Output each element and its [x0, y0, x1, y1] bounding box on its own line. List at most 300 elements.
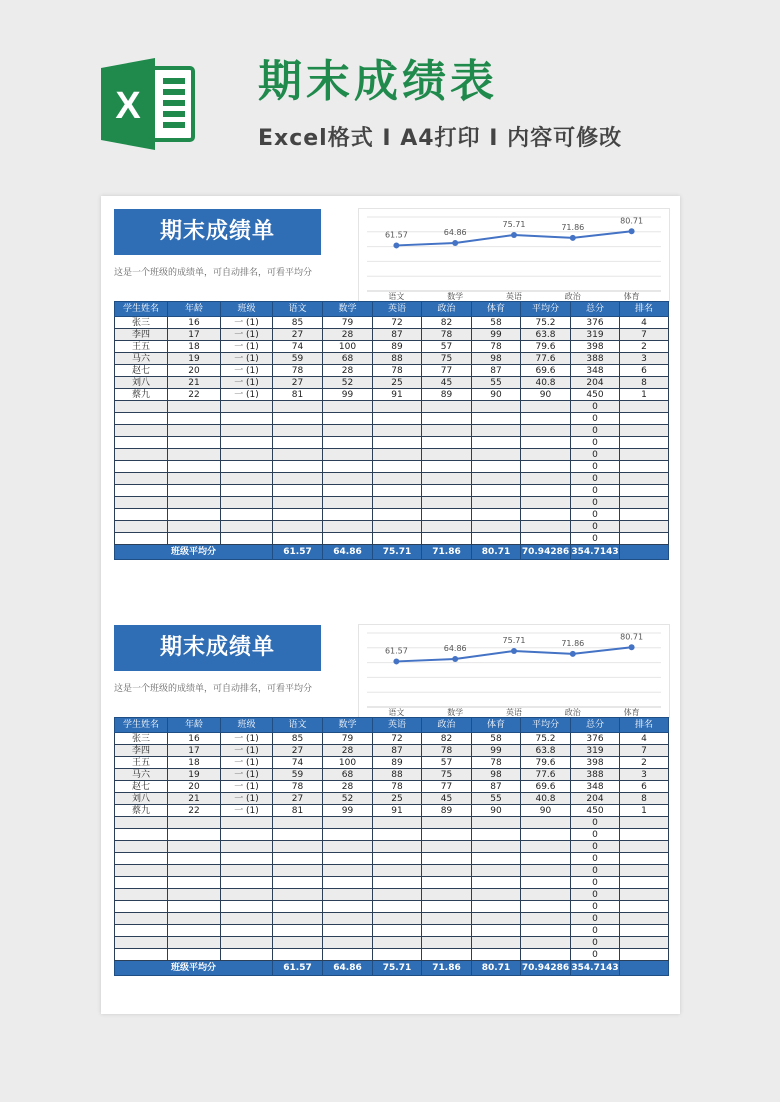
average-line-chart [358, 208, 670, 302]
table-cell [323, 937, 373, 949]
table-cell: 王五 [115, 757, 168, 769]
table-cell: 28 [323, 781, 373, 793]
table-cell [521, 853, 571, 865]
table-cell: 68 [323, 769, 373, 781]
table-cell [273, 877, 323, 889]
table-cell: 0 [571, 425, 620, 437]
table-cell [373, 817, 422, 829]
table-cell: 一 (1) [221, 365, 273, 377]
table-cell [115, 449, 168, 461]
table-cell: 一 (1) [221, 353, 273, 365]
column-header: 数学 [323, 302, 373, 317]
table-cell [521, 889, 571, 901]
table-cell: 1 [620, 389, 669, 401]
table-cell [273, 413, 323, 425]
table-cell: 90 [521, 805, 571, 817]
table-cell [273, 913, 323, 925]
table-cell [168, 841, 221, 853]
table-cell [273, 425, 323, 437]
table-cell: 77.6 [521, 353, 571, 365]
table-cell: 78 [472, 757, 521, 769]
table-cell: 张三 [115, 733, 168, 745]
table-cell [221, 533, 273, 545]
table-cell [115, 437, 168, 449]
table-row [115, 745, 669, 757]
column-header: 排名 [620, 718, 669, 733]
table-cell [620, 533, 669, 545]
table-cell [273, 485, 323, 497]
table-row [115, 389, 669, 401]
table-cell [472, 425, 521, 437]
empty-table-row [115, 877, 669, 889]
table-cell: 388 [571, 353, 620, 365]
table-cell: 87 [373, 329, 422, 341]
empty-table-row [115, 937, 669, 949]
table-cell [422, 485, 472, 497]
table-cell [115, 913, 168, 925]
table-cell: 77 [422, 365, 472, 377]
table-cell: 72 [373, 317, 422, 329]
sheet-title: 期末成绩单 [114, 625, 321, 671]
excel-logo-icon [101, 58, 197, 150]
table-cell [472, 497, 521, 509]
table-cell [273, 521, 323, 533]
table-cell: 85 [273, 733, 323, 745]
table-cell [323, 401, 373, 413]
table-cell [115, 413, 168, 425]
table-cell: 22 [168, 389, 221, 401]
table-cell [273, 509, 323, 521]
table-row [115, 733, 669, 745]
table-cell [221, 877, 273, 889]
table-cell [273, 889, 323, 901]
table-cell [422, 925, 472, 937]
table-cell [273, 841, 323, 853]
table-cell: 78 [422, 745, 472, 757]
table-cell: 45 [422, 793, 472, 805]
x-tick-label: 数学 [447, 292, 464, 301]
table-cell: 78 [273, 365, 323, 377]
table-cell [221, 521, 273, 533]
table-row [115, 341, 669, 353]
table-cell: 马六 [115, 769, 168, 781]
table-cell: 99 [323, 389, 373, 401]
column-header: 英语 [373, 302, 422, 317]
table-cell: 100 [323, 757, 373, 769]
table-cell [521, 473, 571, 485]
table-cell: 21 [168, 377, 221, 389]
table-cell [620, 413, 669, 425]
table-cell [373, 829, 422, 841]
table-cell: 59 [273, 353, 323, 365]
table-cell: 81 [273, 389, 323, 401]
table-cell: 0 [571, 473, 620, 485]
table-cell [472, 841, 521, 853]
sheet-title: 期末成绩单 [114, 209, 321, 255]
table-cell: 赵七 [115, 781, 168, 793]
table-cell [620, 877, 669, 889]
table-cell [422, 509, 472, 521]
footer-average: 61.57 [273, 545, 323, 560]
table-cell [620, 509, 669, 521]
table-cell [168, 485, 221, 497]
table-cell: 91 [373, 389, 422, 401]
table-cell [373, 925, 422, 937]
table-cell: 77.6 [521, 769, 571, 781]
table-cell: 450 [571, 805, 620, 817]
table-cell [373, 865, 422, 877]
table-cell: 0 [571, 533, 620, 545]
table-cell [323, 449, 373, 461]
table-cell: 98 [472, 769, 521, 781]
table-cell: 28 [323, 745, 373, 757]
sheet-description: 这是一个班级的成绩单，可自动排名，可看平均分 [114, 684, 313, 694]
table-cell [422, 461, 472, 473]
table-cell [323, 901, 373, 913]
table-cell [472, 889, 521, 901]
table-cell [373, 401, 422, 413]
table-cell [221, 853, 273, 865]
table-cell: 88 [373, 353, 422, 365]
table-cell: 一 (1) [221, 377, 273, 389]
data-label: 61.57 [384, 230, 408, 240]
table-row [115, 317, 669, 329]
table-cell [115, 497, 168, 509]
table-cell [221, 901, 273, 913]
table-cell [323, 413, 373, 425]
footer-average: 70.94286 [521, 545, 571, 560]
table-cell [168, 497, 221, 509]
table-cell [115, 817, 168, 829]
table-cell [273, 949, 323, 961]
table-cell: 一 (1) [221, 317, 273, 329]
x-tick-label: 政治 [564, 708, 581, 717]
table-cell [422, 449, 472, 461]
empty-table-row [115, 533, 669, 545]
table-cell: 8 [620, 377, 669, 389]
table-cell [323, 497, 373, 509]
table-cell [422, 889, 472, 901]
table-cell: 87 [472, 365, 521, 377]
table-cell [273, 817, 323, 829]
table-cell: 20 [168, 781, 221, 793]
table-cell [115, 889, 168, 901]
score-table [114, 717, 669, 976]
table-cell [472, 473, 521, 485]
table-cell: 81 [273, 805, 323, 817]
table-cell: 52 [323, 377, 373, 389]
data-label: 75.71 [502, 219, 526, 229]
footer-average: 80.71 [472, 961, 521, 976]
table-cell [115, 473, 168, 485]
table-cell [221, 413, 273, 425]
table-cell: 55 [472, 793, 521, 805]
table-cell [373, 425, 422, 437]
table-cell: 319 [571, 329, 620, 341]
data-point [393, 242, 399, 248]
table-cell: 0 [571, 865, 620, 877]
table-cell: 2 [620, 341, 669, 353]
empty-table-row [115, 449, 669, 461]
table-cell: 6 [620, 781, 669, 793]
table-row [115, 329, 669, 341]
table-cell: 69.6 [521, 365, 571, 377]
table-cell: 20 [168, 365, 221, 377]
table-cell: 450 [571, 389, 620, 401]
table-cell: 78 [373, 365, 422, 377]
table-cell: 388 [571, 769, 620, 781]
table-cell [472, 509, 521, 521]
table-cell [472, 485, 521, 497]
table-cell [323, 817, 373, 829]
table-cell: 25 [373, 377, 422, 389]
table-cell [168, 413, 221, 425]
table-cell [422, 853, 472, 865]
table-cell [422, 533, 472, 545]
table-cell: 79 [323, 733, 373, 745]
table-cell: 59 [273, 769, 323, 781]
table-cell: 一 (1) [221, 341, 273, 353]
table-cell [620, 889, 669, 901]
table-cell: 57 [422, 757, 472, 769]
column-header: 排名 [620, 302, 669, 317]
table-cell: 0 [571, 497, 620, 509]
table-cell: 2 [620, 757, 669, 769]
table-cell: 398 [571, 757, 620, 769]
table-cell [521, 901, 571, 913]
table-cell: 89 [373, 341, 422, 353]
table-cell: 0 [571, 889, 620, 901]
table-cell: 17 [168, 745, 221, 757]
footer-average: 71.86 [422, 545, 472, 560]
banner-title: 期末成绩表 [258, 56, 498, 107]
table-cell [323, 509, 373, 521]
table-cell [422, 901, 472, 913]
table-cell [221, 925, 273, 937]
table-cell [323, 913, 373, 925]
footer-label: 班级平均分 [115, 961, 273, 976]
footer-average: 354.7143 [571, 961, 620, 976]
table-cell [422, 877, 472, 889]
table-cell [422, 949, 472, 961]
table-cell [521, 937, 571, 949]
empty-table-row [115, 913, 669, 925]
table-cell [323, 461, 373, 473]
document-page [101, 196, 680, 1014]
footer-average: 75.71 [373, 961, 422, 976]
table-cell: 69.6 [521, 781, 571, 793]
table-cell [115, 521, 168, 533]
footer-average: 64.86 [323, 545, 373, 560]
table-cell [273, 901, 323, 913]
x-tick-label: 体育 [623, 292, 640, 301]
table-cell: 58 [472, 317, 521, 329]
table-cell [273, 865, 323, 877]
data-label: 71.86 [561, 638, 585, 648]
table-cell [221, 937, 273, 949]
data-label: 75.71 [502, 635, 526, 645]
table-cell: 78 [273, 781, 323, 793]
table-cell [521, 401, 571, 413]
table-cell: 刘八 [115, 793, 168, 805]
table-cell: 22 [168, 805, 221, 817]
table-cell: 李四 [115, 329, 168, 341]
table-cell [373, 853, 422, 865]
table-cell: 89 [422, 805, 472, 817]
table-cell [168, 901, 221, 913]
average-line-chart [358, 624, 670, 718]
table-cell [373, 889, 422, 901]
table-cell: 75.2 [521, 733, 571, 745]
table-cell [373, 913, 422, 925]
table-cell: 89 [373, 757, 422, 769]
x-tick-label: 语文 [388, 708, 405, 717]
table-cell [373, 509, 422, 521]
table-row [115, 769, 669, 781]
table-cell: 45 [422, 377, 472, 389]
table-cell [168, 425, 221, 437]
table-cell: 376 [571, 317, 620, 329]
table-cell: 88 [373, 769, 422, 781]
table-cell [472, 949, 521, 961]
table-cell [273, 853, 323, 865]
table-cell: 40.8 [521, 377, 571, 389]
table-cell [521, 865, 571, 877]
table-cell: 0 [571, 401, 620, 413]
table-cell [373, 533, 422, 545]
table-cell: 78 [422, 329, 472, 341]
table-cell [373, 521, 422, 533]
empty-table-row [115, 829, 669, 841]
table-cell: 58 [472, 733, 521, 745]
table-cell: 78 [472, 341, 521, 353]
table-cell: 25 [373, 793, 422, 805]
data-point [570, 235, 576, 241]
table-cell [115, 877, 168, 889]
table-cell: 52 [323, 793, 373, 805]
table-cell: 17 [168, 329, 221, 341]
line-chart-svg [359, 625, 669, 717]
table-cell [273, 449, 323, 461]
empty-table-row [115, 497, 669, 509]
footer-label: 班级平均分 [115, 545, 273, 560]
table-cell: 40.8 [521, 793, 571, 805]
table-cell: 19 [168, 769, 221, 781]
table-cell [221, 449, 273, 461]
table-cell [620, 853, 669, 865]
table-cell: 蔡九 [115, 805, 168, 817]
table-cell [221, 865, 273, 877]
table-cell [620, 817, 669, 829]
table-cell [168, 401, 221, 413]
data-point [511, 648, 517, 654]
empty-table-row [115, 817, 669, 829]
table-cell: 82 [422, 733, 472, 745]
table-cell: 刘八 [115, 377, 168, 389]
table-row [115, 793, 669, 805]
table-cell: 0 [571, 877, 620, 889]
table-cell: 77 [422, 781, 472, 793]
empty-table-row [115, 853, 669, 865]
table-cell: 0 [571, 521, 620, 533]
table-cell [221, 461, 273, 473]
table-cell [373, 473, 422, 485]
table-cell [373, 437, 422, 449]
table-cell: 蔡九 [115, 389, 168, 401]
table-cell [115, 853, 168, 865]
table-cell [168, 925, 221, 937]
table-cell [221, 497, 273, 509]
table-cell: 马六 [115, 353, 168, 365]
table-cell [521, 533, 571, 545]
table-cell [472, 937, 521, 949]
table-cell [620, 437, 669, 449]
table-cell [221, 817, 273, 829]
table-cell [620, 841, 669, 853]
data-label: 80.71 [620, 216, 644, 226]
table-cell [373, 449, 422, 461]
table-cell: 204 [571, 377, 620, 389]
table-cell: 348 [571, 781, 620, 793]
table-cell: 0 [571, 853, 620, 865]
column-header: 年龄 [168, 718, 221, 733]
table-cell: 一 (1) [221, 769, 273, 781]
table-cell [472, 829, 521, 841]
table-cell [168, 853, 221, 865]
empty-table-row [115, 485, 669, 497]
table-cell [521, 461, 571, 473]
empty-table-row [115, 413, 669, 425]
table-cell: 一 (1) [221, 389, 273, 401]
table-cell: 一 (1) [221, 793, 273, 805]
table-cell: 75 [422, 769, 472, 781]
table-cell [168, 877, 221, 889]
table-cell: 99 [472, 745, 521, 757]
table-cell [168, 949, 221, 961]
table-cell: 1 [620, 805, 669, 817]
table-cell: 16 [168, 317, 221, 329]
table-cell [115, 949, 168, 961]
table-cell: 27 [273, 329, 323, 341]
table-cell [620, 473, 669, 485]
table-cell: 72 [373, 733, 422, 745]
table-cell [221, 841, 273, 853]
table-cell [323, 473, 373, 485]
column-header: 学生姓名 [115, 302, 168, 317]
table-cell [115, 841, 168, 853]
table-cell [168, 509, 221, 521]
table-cell [221, 401, 273, 413]
table-cell [472, 437, 521, 449]
table-cell: 0 [571, 437, 620, 449]
table-cell [422, 473, 472, 485]
line-chart-svg [359, 209, 669, 301]
empty-table-row [115, 401, 669, 413]
table-cell [422, 425, 472, 437]
table-cell [620, 497, 669, 509]
column-header: 总分 [571, 718, 620, 733]
data-point [570, 651, 576, 657]
column-header: 总分 [571, 302, 620, 317]
table-cell [168, 865, 221, 877]
table-cell [472, 817, 521, 829]
column-header: 数学 [323, 718, 373, 733]
table-cell [115, 865, 168, 877]
table-cell [273, 497, 323, 509]
table-cell [422, 437, 472, 449]
table-cell [422, 937, 472, 949]
table-cell [472, 461, 521, 473]
